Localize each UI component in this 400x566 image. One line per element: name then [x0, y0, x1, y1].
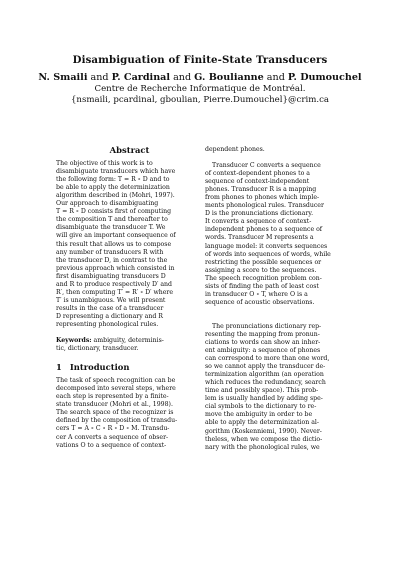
intro-line: each step is represented by a finite-: [56, 393, 169, 401]
paper-title: Disambiguation of Finite-State Transducers: [72, 54, 328, 66]
abstract-line: any number of transducers R with: [56, 248, 164, 256]
abstract-line: disambiguate the transducer T. We: [56, 224, 166, 232]
author-separator: and: [87, 72, 112, 83]
abstract-line: results in the case of a transducer: [56, 304, 164, 312]
body-line: so we cannot apply the transducer de-: [205, 363, 326, 371]
paragraph-transducers: [205, 162, 352, 307]
left-column: [56, 145, 203, 450]
intro-line: cers T = A ∘ C ∘ R ∘ D ∘ M. Transdu-: [56, 425, 170, 433]
abstract-line: R′, then computing T′ = R′ ∘ D′ where: [56, 288, 174, 296]
intro-line: The search space of the recognizer is: [56, 409, 174, 417]
body-line: words. Transducer M represents a: [205, 234, 314, 242]
author-emails: {nsmaili, pcardinal, gboulian, Pierre.Dumouchel}@crim.ca: [70, 95, 330, 105]
affiliation: Centre de Recherche Informatique de Montréal.: [94, 84, 306, 94]
body-line: time and possibly space). This prob-: [205, 387, 319, 395]
intro-line: vations O to a sequence of context-: [56, 441, 167, 449]
body-line: ciations to words can show an inher-: [205, 338, 321, 346]
body-line: of context-dependent phones to a: [205, 170, 310, 178]
abstract-line: The objective of this work is to: [56, 160, 153, 168]
body-line: language model: it converts sequences: [205, 242, 328, 250]
abstract-line: algorithm described in (Mohri, 1997).: [56, 192, 175, 200]
body-line: move the ambiguity in order to be: [205, 411, 313, 419]
body-line: in transducer O ∘ T, where O is a: [205, 290, 308, 298]
body-line: ments phonological rules. Transducer: [205, 202, 324, 210]
author-name: G. Boulianne: [194, 72, 264, 83]
abstract-line: and R to produce respectively D′ and: [56, 280, 173, 288]
abstract-line: the following form: T = R ∘ D and to: [56, 176, 170, 184]
author-separator: and: [263, 72, 288, 83]
body-line: which reduces the redundancy, search: [205, 379, 326, 387]
body-line: gorithm (Koskenniemi, 1990). Never-: [205, 427, 322, 435]
abstract-body: [56, 160, 203, 329]
intro-line: state transducer (Mohri et al., 1998).: [56, 401, 173, 409]
keywords-label: Keywords:: [56, 337, 92, 345]
body-line: lem is usually handled by adding spe-: [205, 395, 323, 403]
abstract-line: first disambiguating transducers D: [56, 272, 166, 280]
abstract-line: D representing a dictionary and R: [56, 312, 163, 320]
body-line: independent phones to a sequence of: [205, 226, 323, 234]
body-line: able to apply the determinization al-: [205, 419, 319, 427]
intro-line: defined by the composition of transdu-: [56, 417, 178, 425]
body-line: of words into sequences of words, while: [205, 250, 331, 258]
author-name: N. Smaili: [38, 72, 88, 83]
author-block: [0, 72, 400, 106]
abstract-line: the composition T and thereafter to: [56, 216, 168, 224]
body-line: sequence of acoustic observations.: [205, 298, 315, 306]
abstract-line: T′ is unambiguous. We will present: [56, 296, 166, 304]
body-line: D is the pronunciations dictionary.: [205, 210, 314, 218]
body-line: ent ambiguity: a sequence of phones: [205, 347, 321, 355]
abstract-line: representing phonological rules.: [56, 320, 159, 328]
right-column: [205, 146, 352, 452]
body-line: The speech recognition problem con-: [205, 274, 322, 282]
body-line: from phones to phones which imple-: [205, 194, 320, 202]
body-line: cial symbols to the dictionary to re-: [205, 403, 317, 411]
abstract-line: will give an important consequence of: [56, 232, 176, 240]
body-line: phones. Transducer R is a mapping: [205, 186, 317, 194]
abstract-line: this result that allows us to compose: [56, 240, 172, 248]
body-line: sequence of context-independent: [205, 178, 310, 186]
body-line: restricting the possible sequences or: [205, 258, 322, 266]
keywords: [56, 337, 203, 353]
section-heading-introduction: [56, 363, 203, 371]
body-line: assigning a score to the sequences.: [205, 266, 317, 274]
body-line: Transducer C converts a sequence: [212, 162, 321, 170]
keywords-text: ambiguity, determinis-: [91, 337, 164, 345]
author-name: P. Dumouchel: [287, 72, 362, 83]
body-line: theless, when we compose the dictio-: [205, 435, 323, 443]
abstract-line: T = R ∘ D consists first of computing: [56, 208, 172, 216]
body-line: resenting the mapping from pronun-: [205, 330, 320, 338]
intro-line: cer A converts a sequence of obser-: [56, 433, 169, 441]
body-line: It converts a sequence of context-: [205, 218, 312, 226]
body-line: sists of finding the path of least cost: [205, 282, 319, 290]
abstract-heading: Abstract: [109, 145, 150, 155]
intro-line: decomposed into several steps, where: [56, 385, 176, 393]
author-separator: and: [170, 72, 195, 83]
body-line: dependent phones.: [205, 146, 265, 153]
paragraph-dictionary: [205, 323, 352, 452]
author-list: [0, 72, 400, 84]
section-title: Introduction: [69, 362, 130, 373]
introduction-body: [56, 377, 203, 449]
body-line: can correspond to more than one word,: [205, 355, 330, 363]
abstract-line: disambiguate transducers which have: [56, 168, 176, 176]
body-line: nary with the phonological rules, we: [205, 443, 320, 451]
intro-line: The task of speech recognition can be: [56, 377, 176, 385]
abstract-line: Our approach to disambiguating: [56, 200, 159, 208]
abstract-line: previous approach which consisted in: [56, 264, 175, 272]
abstract-line: the transducer D, in contrast to the: [56, 256, 168, 264]
section-number: 1: [56, 362, 62, 373]
body-line: terminization algorithm (an operation: [205, 371, 324, 379]
body-line: The pronunciations dictionary rep-: [212, 322, 322, 330]
author-name: P. Cardinal: [111, 72, 171, 83]
keywords-text: tic, dictionary, transducer.: [56, 345, 139, 353]
abstract-line: be able to apply the determinization: [56, 184, 170, 192]
